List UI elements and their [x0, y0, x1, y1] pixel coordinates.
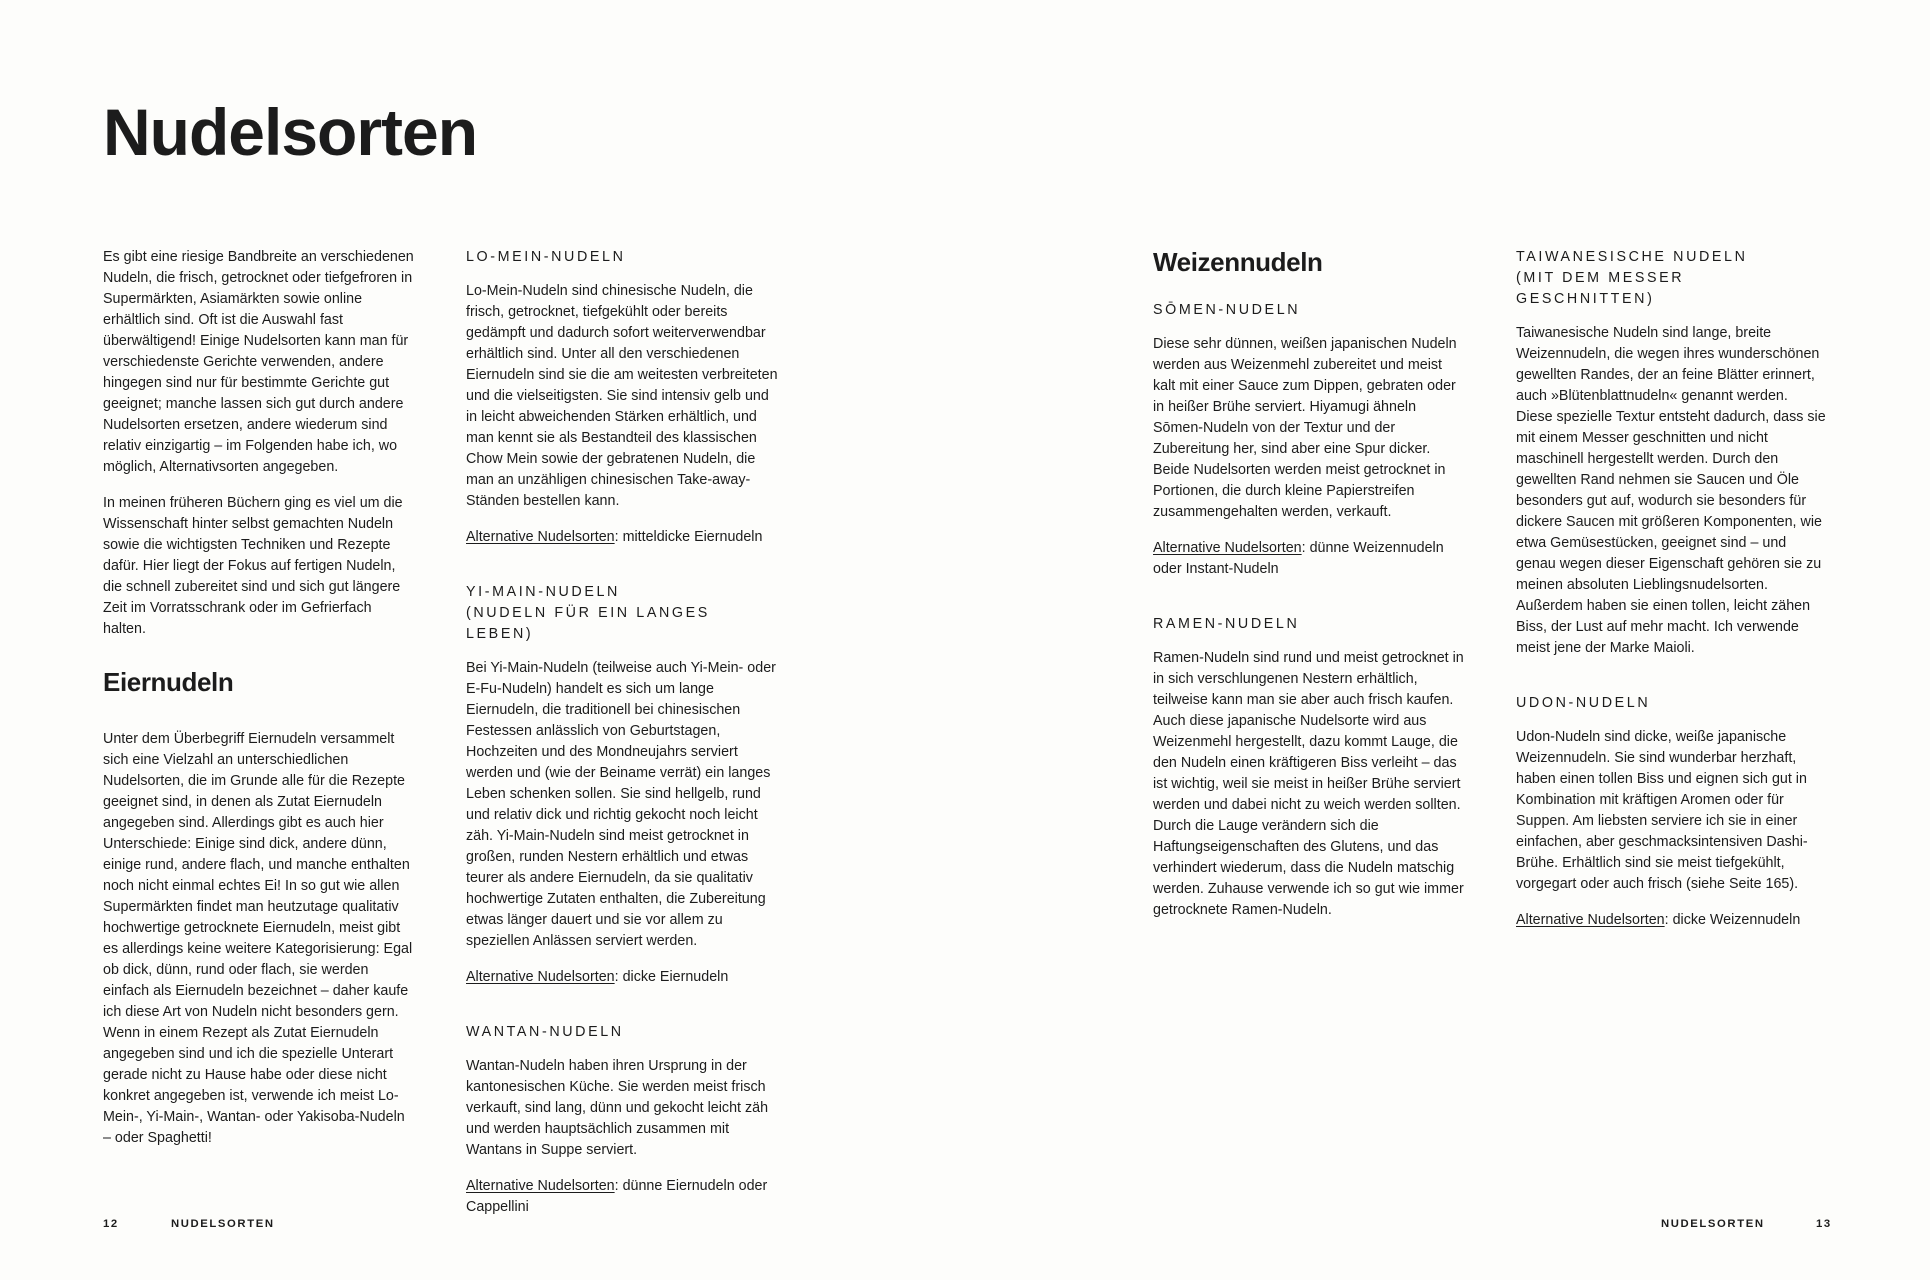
page-title: Nudelsorten: [103, 95, 478, 169]
footer-page-number-left: 12: [103, 1218, 119, 1230]
subheading-yi-main-subtitle: (NUDELN FÜR EIN LANGES LEBEN): [466, 605, 710, 642]
footer-page-number-right: 13: [1816, 1218, 1832, 1230]
alternatives-value: : dünne Eiernudeln oder Cappellini: [466, 1178, 768, 1215]
alternatives-value: : mitteldicke Eiernudeln: [614, 529, 763, 545]
alternatives-label: Alternative Nudelsorten: [1153, 540, 1302, 557]
udon-alternatives: [1516, 910, 1828, 931]
column-3: [1153, 247, 1465, 936]
alternatives-value: : dicke Weizennudeln: [1664, 912, 1801, 928]
subheading-taiwanese-subtitle: (MIT DEM MESSER GESCHNITTEN): [1516, 270, 1685, 307]
subheading-somen: SŌMEN-NUDELN: [1153, 302, 1301, 319]
subheading-yi-main: YI-MAIN-NUDELN: [466, 584, 620, 600]
eiernudeln-body: Unter dem Überbegriff Eiernudeln versammelt sich eine Vielzahl an unterschiedlichen Nudelsorten, die im Grunde alle für die Rezepte geeignet sind, in denen als Zutat Eiernudeln angegeben sind. Allerdings gibt es auch hier Unterschiede: Einige sind dick, andere dünn, einige rund, andere flach, und manche enthalten noch nicht einmal echtes Ei! In so gut wie allen Supermärkten findet man heutzutage qualitativ hochwertige getrocknete Eiernudeln, meist gibt es allerdings keine weitere Kategorisierung: Egal ob dick, dünn, rund oder flach, sie werden einfach als Eiernudeln bezeichnet – daher kaufe ich diese Art von Nudeln nicht besonders gern. Wenn in einem Rezept als Zutat Eiernudeln angegeben sind und ich die spezielle Unterart gerade nicht zu Hause habe oder diese nicht konkret angegeben ist, verwende ich meist Lo-Mein-, Yi-Main-, Wantan- oder Yakisoba-Nudeln – oder Spaghetti!: [103, 731, 413, 1147]
somen-body: Diese sehr dünnen, weißen japanischen Nudeln werden aus Weizenmehl zubereitet und meist kalt mit einer Sauce zum Dippen, gebraten oder in heißer Brühe serviert. Hiyamugi ähneln Sōmen-Nudeln von der Textur und der Zubereitung her, sind aber eine Spur dicker. Beide Nudelsorten werden meist getrocknet in Portionen, die durch kleine Papierstreifen zusammengehalten werden, verkauft.: [1153, 336, 1457, 521]
subheading-taiwanese: TAIWANESISCHE NUDELN: [1516, 249, 1748, 265]
lo-mein-alternatives: [466, 527, 778, 548]
subheading-lo-mein: LO-MEIN-NUDELN: [466, 249, 626, 265]
yi-main-alternatives: [466, 967, 778, 988]
column-1: [103, 247, 415, 1164]
subheading-udon: UDON-NUDELN: [1516, 695, 1651, 711]
intro-paragraph-1: Es gibt eine riesige Bandbreite an verschiedenen Nudeln, die frisch, getrocknet oder tiefgefroren in Supermärkten, Asiamärkten sowie online erhältlich sind. Oft ist die Auswahl fast überwältigend! Einige Nudelsorten kann man für verschiedenste Gerichte verwenden, andere hingegen sind nur für bestimmte Gerichte gut geeignet; manche lassen sich gut durch andere Nudelsorten ersetzen, andere wiederum sind relativ einzigartig – im Folgenden habe ich, wo möglich, Alternativsorten angegeben.: [103, 249, 414, 475]
subheading-wantan: WANTAN-NUDELN: [466, 1024, 624, 1040]
alternatives-value: : dünne Weizennudeln oder Instant-Nudeln: [1153, 540, 1444, 578]
section-heading-eiernudeln: Eiernudeln: [103, 667, 234, 697]
alternatives-label: Alternative Nudelsorten: [466, 1178, 615, 1194]
taiwanese-body: Taiwanesische Nudeln sind lange, breite Weizennudeln, die wegen ihres wunderschönen gewellten Randes, der an feine Blätter erinnert, auch »Blütenblattnudeln« genannt werden. Diese spezielle Textur entsteht dadurch, dass sie mit einem Messer geschnitten und nicht maschinell hergestellt werden. Durch den gewellten Rand nehmen sie Saucen und Öle besonders gut auf, wodurch sie besonders für dickere Saucen mit größeren Komponenten, wie etwa Gemüsestücken, geeignet sind – und genau wegen dieser Eigenschaft gehören sie zu meinen absoluten Lieblingsnudelsorten. Außerdem haben sie einen tollen, leicht zähen Biss, der Lust auf mehr macht. Ich verwende meist jene der Marke Maioli.: [1516, 325, 1826, 656]
ramen-body: Ramen-Nudeln sind rund und meist getrocknet in in sich verschlungenen Nestern erhältlich, teilweise kann man sie aber auch frisch kaufen. Auch diese japanische Nudelsorte wird aus Weizenmehl hergestellt, dazu kommt Lauge, die den Nudeln einen kräftigeren Biss verleiht – das ist wichtig, weil sie meist in heißer Brühe serviert werden und dabei nicht zu weich werden sollten. Durch die Lauge verändern sich die Haftungseigenschaften des Glutens, und das verhindert wiederum, dass die Nudeln matschig werden. Zuhause verwende ich so gut wie immer getrocknete Ramen-Nudeln.: [1153, 650, 1464, 919]
footer-running-title-right: NUDELSORTEN: [1661, 1218, 1765, 1230]
subheading-ramen: RAMEN-NUDELN: [1153, 616, 1300, 633]
wantan-body: Wantan-Nudeln haben ihren Ursprung in der kantonesischen Küche. Sie werden meist frisch verkauft, sind lang, dünn und gekocht leicht zäh und werden hauptsächlich zusammen mit Wantans in Suppe serviert.: [466, 1058, 769, 1158]
section-heading-weizennudeln: Weizennudeln: [1153, 247, 1323, 277]
footer-running-title-left: NUDELSORTEN: [171, 1218, 275, 1230]
udon-body: Udon-Nudeln sind dicke, weiße japanische Weizennudeln. Sie sind wunderbar herzhaft, haben einen tollen Biss und eignen sich gut in Kombination mit kräftigen Aromen oder für Suppen. Am liebsten serviere ich sie in einer einfachen, aber geschmacksintensiven Dashi-Brühe. Erhältlich sind sie meist tiefgekühlt, vorgegart oder auch frisch (siehe Seite 165).: [1516, 729, 1808, 892]
alternatives-value: : dicke Eiernudeln: [614, 969, 729, 985]
column-4: [1516, 247, 1828, 946]
yi-main-body: Bei Yi-Main-Nudeln (teilweise auch Yi-Mein- oder E-Fu-Nudeln) handelt es sich um lange Eiernudeln, die traditionell bei chinesischen Festessen anlässlich von Geburtstagen, Hochzeiten und des Mondneujahrs serviert werden und (wie der Beiname verrät) ein langes Leben schenken sollen. Sie sind hellgelb, rund und relativ dick und richtig gekocht noch leicht zäh. Yi-Main-Nudeln sind meist getrocknet in großen, runden Nestern erhältlich und etwas teurer als andere Eiernudeln, da sie qualitativ hochwertige Zutaten enthalten, die Zubereitung etwas länger dauert und sie vor allem zu speziellen Anlässen serviert werden.: [466, 660, 776, 949]
somen-alternatives: [1153, 538, 1465, 580]
intro-paragraph-2: In meinen früheren Büchern ging es viel um die Wissenschaft hinter selbst gemachten Nudeln sowie die wichtigsten Techniken und Rezepte dafür. Hier liegt der Fokus auf fertigen Nudeln, die schnell zubereitet sind und sich gut längere Zeit im Vorratsschrank oder im Gefrierfach halten.: [103, 495, 403, 637]
alternatives-label: Alternative Nudelsorten: [1516, 912, 1665, 928]
alternatives-label: Alternative Nudelsorten: [466, 969, 615, 985]
alternatives-label: Alternative Nudelsorten: [466, 529, 615, 545]
lo-mein-body: Lo-Mein-Nudeln sind chinesische Nudeln, die frisch, getrocknet, tiefgekühlt oder bereits gedämpft und dadurch sofort weiterverwendbar erhältlich sind. Unter all den verschiedenen Eiernudeln sind sie die am weitesten verbreiteten und die vielseitigsten. Sie sind intensiv gelb und in leicht abweichenden Stärken erhältlich, und man kennt sie als Bestandteil des klassischen Chow Mein sowie der gebratenen Nudeln, die man an unzähligen chinesischen Take-away-Ständen bestellen kann.: [466, 283, 778, 509]
column-2: [466, 247, 778, 1233]
wantan-alternatives: [466, 1176, 778, 1218]
